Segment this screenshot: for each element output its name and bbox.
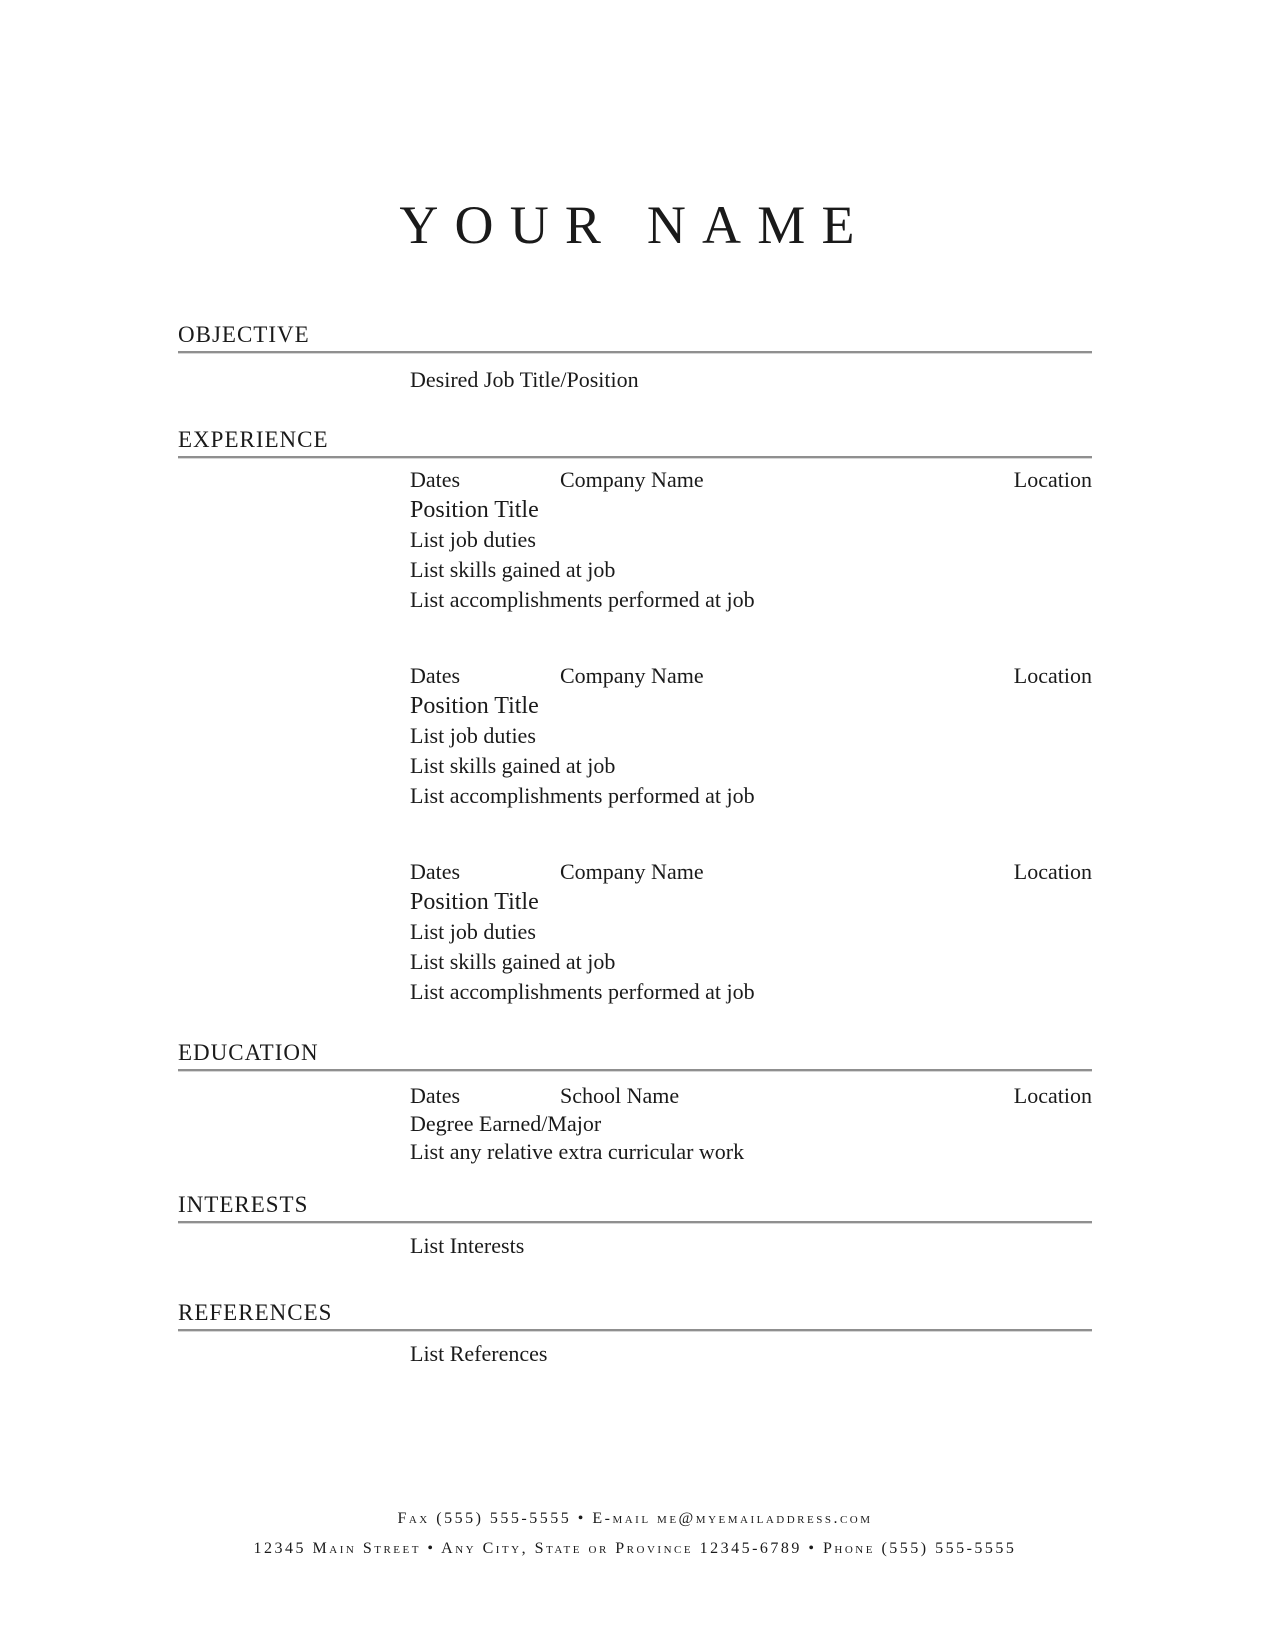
entry-dates: Dates [410, 467, 461, 492]
references-text: List References [410, 1341, 548, 1366]
references-heading: REFERENCES [178, 1300, 333, 1325]
entry-accomplishments: List accomplishments performed at job [410, 783, 755, 808]
entry-header-row [410, 857, 1092, 887]
section-references [178, 1300, 1092, 1368]
page-title: YOUR NAME [399, 195, 871, 255]
section-education [178, 1040, 1092, 1166]
entry-company: Company Name [560, 467, 704, 492]
section-interests [178, 1192, 1092, 1260]
experience-rule [178, 456, 1092, 459]
education-extracurricular: List any relative extra curricular work [410, 1139, 745, 1164]
entry-company: Company Name [560, 859, 704, 884]
entry-skills: List skills gained at job [410, 949, 616, 974]
footer-address-phone: 12345 Main Street • Any City, State or Province 12345-6789 • Phone (555) 555-5555 [253, 1540, 1017, 1557]
education-location: Location [1013, 1083, 1092, 1108]
interests-heading: INTERESTS [178, 1192, 309, 1217]
experience-heading: EXPERIENCE [178, 427, 329, 452]
education-heading: EDUCATION [178, 1040, 319, 1065]
objective-heading: OBJECTIVE [178, 322, 310, 347]
references-rule [178, 1329, 1092, 1332]
entry-duties: List job duties [410, 527, 536, 552]
entry-duties: List job duties [410, 919, 536, 944]
entry-location: Location [1013, 663, 1092, 688]
contact-footer [178, 1504, 1092, 1564]
experience-entry-1 [410, 465, 1092, 615]
section-objective [178, 322, 1092, 395]
entry-position-title: Position Title [410, 693, 539, 719]
entry-accomplishments: List accomplishments performed at job [410, 979, 755, 1004]
entry-header-row [410, 465, 1092, 495]
education-degree: Degree Earned/Major [410, 1111, 602, 1136]
education-school: School Name [560, 1083, 680, 1108]
entry-header-row [410, 661, 1092, 691]
section-experience [178, 427, 1092, 1007]
objective-rule [178, 351, 1092, 354]
footer-fax-email: Fax (555) 555-5555 • E-mail me@myemailaddress.com [397, 1510, 873, 1527]
entry-dates: Dates [410, 859, 461, 884]
entry-location: Location [1013, 467, 1092, 492]
entry-accomplishments: List accomplishments performed at job [410, 587, 755, 612]
entry-dates: Dates [410, 663, 461, 688]
entry-skills: List skills gained at job [410, 557, 616, 582]
entry-location: Location [1013, 859, 1092, 884]
objective-text: Desired Job Title/Position [410, 367, 639, 392]
interests-rule [178, 1221, 1092, 1224]
experience-entry-3 [410, 857, 1092, 1007]
education-dates: Dates [410, 1083, 461, 1108]
experience-entry-2 [410, 661, 1092, 811]
entry-skills: List skills gained at job [410, 753, 616, 778]
education-header-row [410, 1082, 1092, 1110]
entry-position-title: Position Title [410, 497, 539, 523]
entry-company: Company Name [560, 663, 704, 688]
entry-position-title: Position Title [410, 889, 539, 915]
education-rule [178, 1069, 1092, 1072]
interests-text: List Interests [410, 1233, 525, 1258]
entry-duties: List job duties [410, 723, 536, 748]
